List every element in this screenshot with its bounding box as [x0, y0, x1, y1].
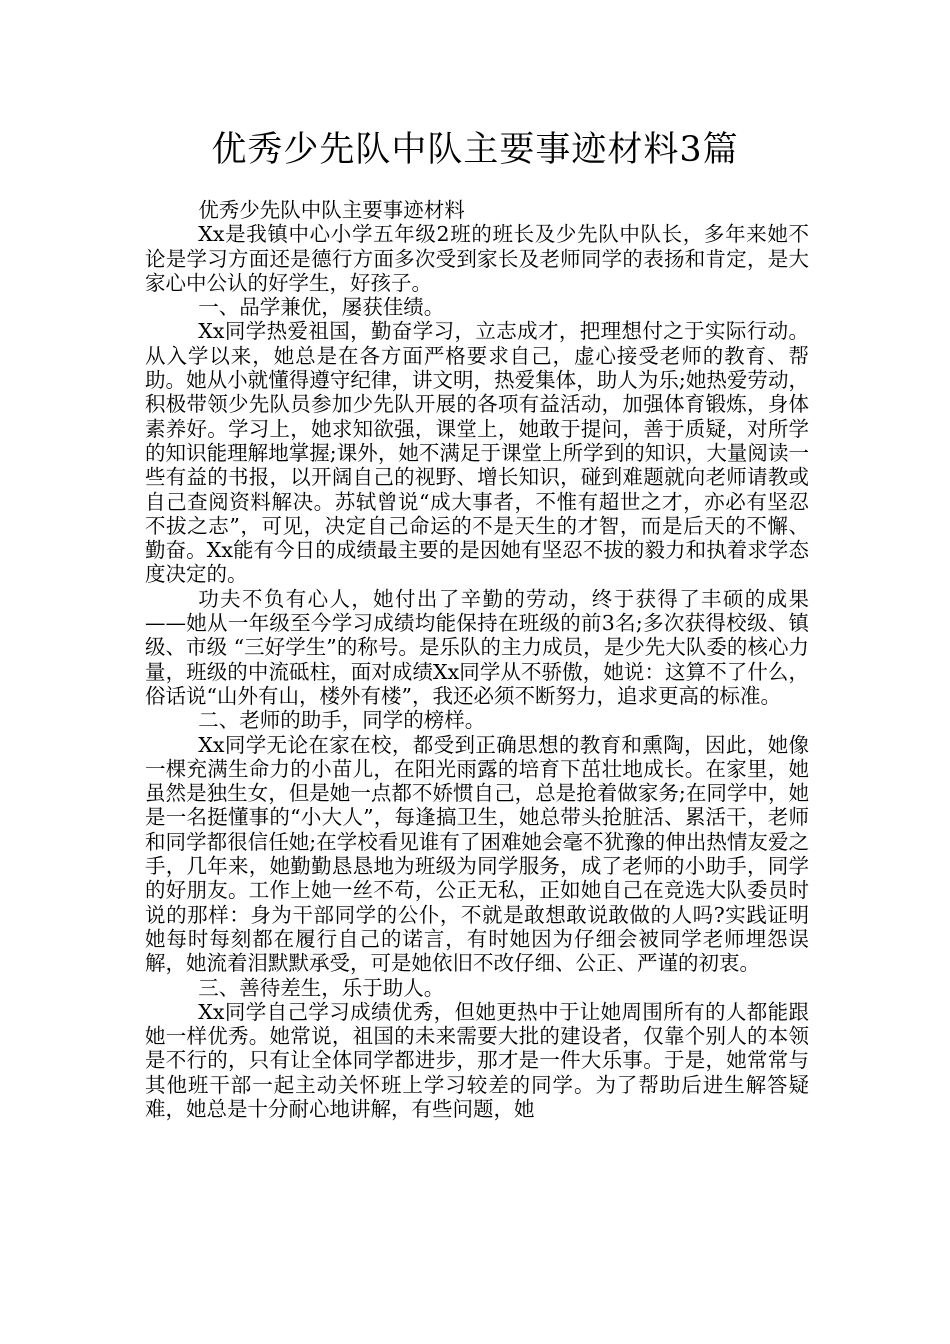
body-paragraph: Xx同学自己学习成绩优秀，但她更热中于让她周围所有的人都能跟她一样优秀。她常说，祖国的未来需要大批的建设者，仅靠个别人的本领是不行的，只有让全体同学都进步，那才是一件大乐事。于是，她常常与其他班干部一起主动关怀班上学习较差的同学。为了帮助后进生解答疑难，她总是十分耐心地讲解，有些问题，她 — [145, 999, 809, 1121]
document-title: 优秀少先队中队主要事迹材料3篇 — [211, 130, 739, 170]
body-paragraph: Xx同学无论在家在校，都受到正确思想的教育和熏陶，因此，她像一棵充满生命力的小苗儿，在阳光雨露的培育下茁壮地成长。在家里，她虽然是独生女，但是她一点都不娇惯自己，总是抢着做家务;在同学中，她是一名挺懂事的“小大人”，每逢搞卫生，她总带头抢脏活、累活干，老师和同学都很信任她;在学校看见谁有了困难她会毫不犹豫的伸出热情友爱之手，几年来，她勤勤恳恳地为班级为同学服务，成了老师的小助手，同学的好朋友。工作上她一丝不苟，公正无私，正如她自己在竞选大队委员时说的那样：身为干部同学的公仆，不就是敢想敢说敢做的人吗?实践证明她每时每刻都在履行自己的诺言，有时她因为仔细会被同学老师埋怨误解，她流着泪默默承受，可是她依旧不改仔细、公正、严谨的初衷。 — [145, 732, 809, 976]
section-heading-1: 一、品学兼优，屡获佳绩。 — [198, 295, 445, 320]
body-paragraph: 功夫不负有心人，她付出了辛勤的劳动，终于获得了丰硕的成果——她从一年级至今学习成绩均能保持在班级的前3名;多次获得校级、镇级、市级 “三好学生”的称号。是乐队的主力成员，是少先大队委的核心力量，班级的中流砥柱，面对成绩Xx同学从不骄傲，她说：这算不了什么，俗话说“山外有山，楼外有楼”，我还必须不断努力，追求更高的标准。 — [145, 586, 809, 708]
subtitle-paragraph: 优秀少先队中队主要事迹材料 — [198, 198, 465, 222]
intro-paragraph: Xx是我镇中心小学五年级2班的班长及少先队中队长，多年来她不论是学习方面还是德行方面多次受到家长及老师同学的表扬和肯定，是大家心中公认的好学生，好孩子。 — [145, 222, 809, 295]
document-body — [145, 198, 809, 1121]
body-paragraph: Xx同学热爱祖国，勤奋学习，立志成才，把理想付之于实际行动。从入学以来，她总是在各方面严格要求自己，虚心接受老师的教育、帮助。她从小就懂得遵守纪律，讲文明，热爱集体，助人为乐;她热爱劳动，积极带领少先队员参加少先队开展的各项有益活动，加强体育锻炼，身体素养好。学习上，她求知欲强，课堂上，她敢于提问，善于质疑，对所学的知识能理解地掌握;课外，她不满足于课堂上所学到的知识，大量阅读一些有益的书报，以开阔自己的视野、增长知识，碰到难题就向老师请教或自己查阅资料解决。苏轼曾说“成大事者，不惟有超世之才，亦必有坚忍不拔之志”，可见，决定自己命运的不是天生的才智，而是后天的不懈、勤奋。Xx能有今日的成绩最主要的是因她有坚忍不拔的毅力和执着求学态度决定的。 — [145, 319, 809, 587]
section-heading-3: 三、善待差生，乐于助人。 — [198, 975, 445, 1000]
section-heading-2: 二、老师的助手，同学的榜样。 — [198, 708, 486, 733]
